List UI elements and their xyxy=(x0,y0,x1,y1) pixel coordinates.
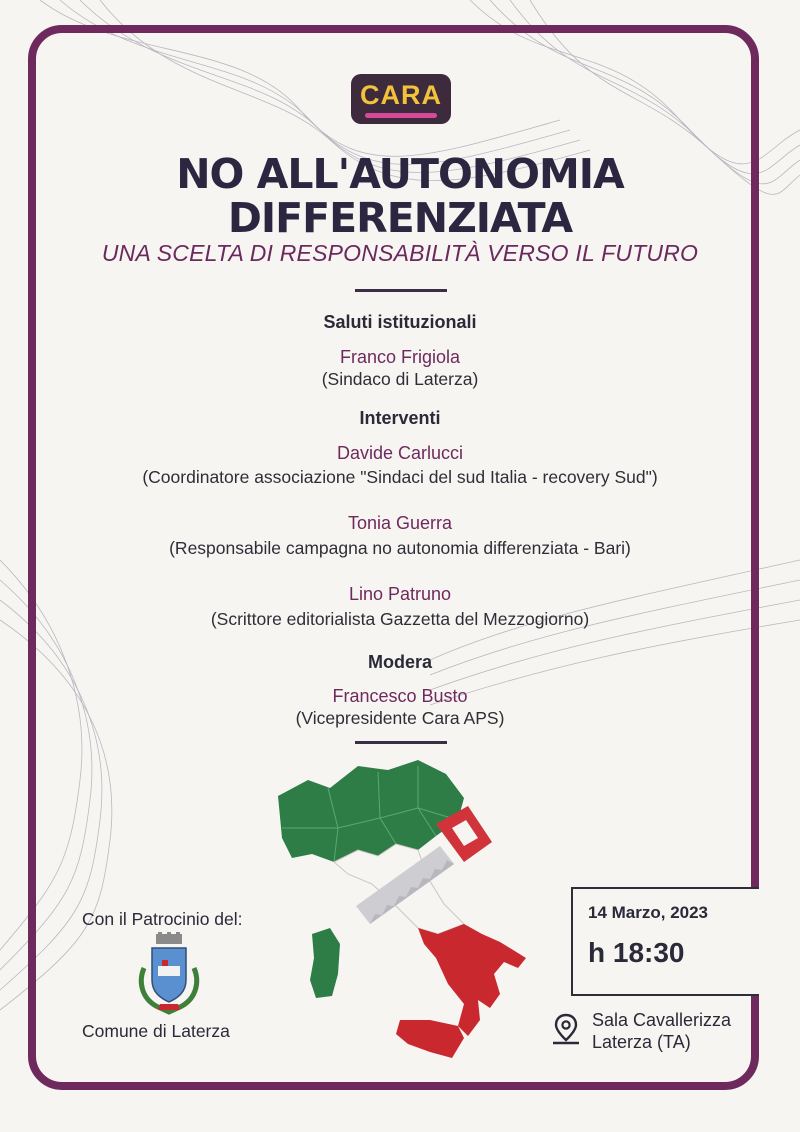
map-south-region xyxy=(418,924,526,1036)
map-sicily xyxy=(396,1020,464,1058)
subtitle: UNA SCELTA DI RESPONSABILITÀ VERSO IL FUTURO xyxy=(101,240,699,266)
comune-name: Comune di Laterza xyxy=(82,1021,230,1041)
logo-underline xyxy=(365,113,437,118)
moderator-name: Francesco Busto xyxy=(332,686,468,706)
venue-line-1: Sala Cavallerizza xyxy=(592,1010,732,1030)
venue-line-2: Laterza (TA) xyxy=(592,1032,691,1052)
location-pin-icon xyxy=(549,1012,583,1046)
moderator-role: (Vicepresidente Cara APS) xyxy=(295,708,505,728)
event-time: h 18:30 xyxy=(588,937,685,968)
moderator-heading: Modera xyxy=(367,652,432,672)
divider-top xyxy=(355,289,447,292)
map-north-region xyxy=(278,760,464,862)
talk-1-name: Davide Carlucci xyxy=(336,443,464,463)
comune-coat-of-arms-icon xyxy=(136,932,202,1016)
talk-3-role: (Scrittore editorialista Gazzetta del Mezzogiorno) xyxy=(210,609,590,629)
patronage-label: Con il Patrocinio del: xyxy=(82,909,243,929)
event-venue xyxy=(592,1009,731,1053)
talk-3-name: Lino Patruno xyxy=(348,584,452,604)
title-line-1: NO ALL'AUTONOMIA xyxy=(176,150,624,198)
talk-1-role: (Coordinatore associazione "Sindaci del sud Italia - recovery Sud") xyxy=(142,467,658,487)
greetings-name: Franco Frigiola xyxy=(339,347,461,367)
divider-bottom xyxy=(355,741,447,744)
cara-logo xyxy=(351,74,451,124)
greetings-role: (Sindaco di Laterza) xyxy=(321,369,479,389)
italy-map-illustration xyxy=(268,758,538,1068)
talks-heading: Interventi xyxy=(359,408,441,428)
logo-text: CARA xyxy=(360,80,442,110)
greetings-heading: Saluti istituzionali xyxy=(323,312,477,332)
map-sardinia xyxy=(310,928,340,998)
title-line-2: DIFFERENZIATA xyxy=(227,194,573,242)
talk-2-role: (Responsabile campagna no autonomia differenziata - Bari) xyxy=(169,538,631,558)
event-date: 14 Marzo, 2023 xyxy=(588,903,709,922)
talk-2-name: Tonia Guerra xyxy=(347,513,453,533)
